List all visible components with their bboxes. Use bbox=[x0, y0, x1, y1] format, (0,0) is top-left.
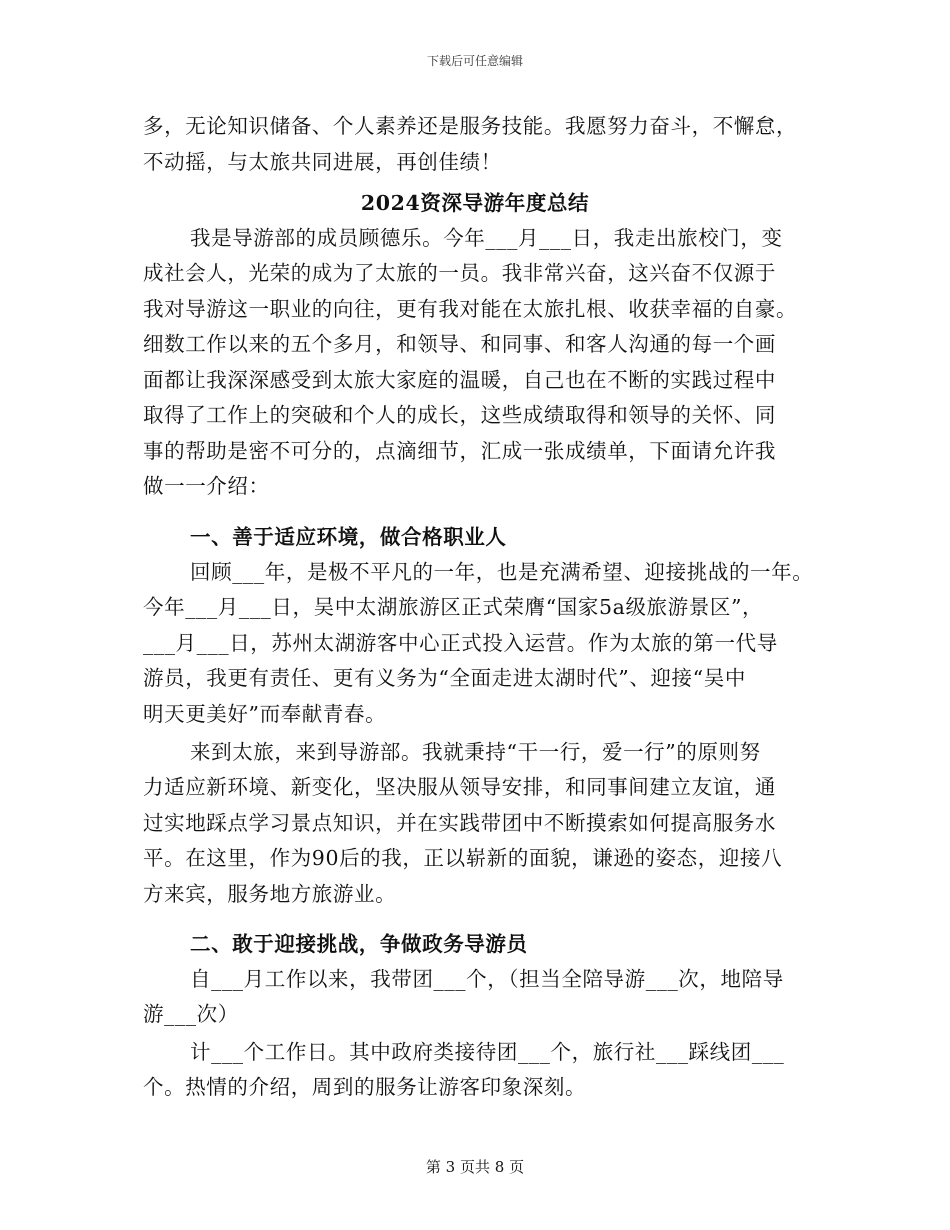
text-line: 事的帮助是密不可分的，点滴细节，汇成一张成绩单，下面请允许我 bbox=[143, 439, 776, 463]
text-line: 成社会人，光荣的成为了太旅的一员。我非常兴奋，这兴奋不仅源于 bbox=[143, 261, 776, 285]
text-line: 计___个工作日。其中政府类接待团___个，旅行社___踩线团___ bbox=[190, 1040, 785, 1064]
section-heading: 一、善于适应环境，做合格职业人 bbox=[190, 525, 507, 549]
text-line: 今年___月___日，吴中太湖旅游区正式荣膺“国家5a级旅游景区”， bbox=[143, 595, 764, 619]
text-line: 细数工作以来的五个多月，和领导、和同事、和客人沟通的每一个画 bbox=[143, 332, 776, 356]
text-line: 回顾___年，是极不平凡的一年，也是充满希望、迎接挑战的一年。 bbox=[190, 560, 814, 584]
text-line: 我对导游这一职业的向往，更有我对能在太旅扎根、收获幸福的自豪。 bbox=[143, 297, 798, 321]
text-line: ___月___日，苏州太湖游客中心正式投入运营。作为太旅的第一代导 bbox=[143, 631, 778, 655]
text-line: 游___次） bbox=[143, 1002, 239, 1026]
text-line: 不动摇，与太旅共同进展，再创佳绩！ bbox=[143, 150, 502, 174]
text-line: 力适应新环境、新变化，坚决服从领导安排，和同事间建立友谊，通 bbox=[143, 775, 776, 799]
text-line: 来到太旅，来到导游部。我就秉持“干一行，爱一行”的原则努 bbox=[190, 740, 761, 764]
text-line: 面都让我深深感受到太旅大家庭的温暖，自己也在不断的实践过程中 bbox=[143, 368, 776, 392]
text-line: 我是导游部的成员顾德乐。今年___月___日，我走出旅校门，变 bbox=[190, 226, 783, 250]
page-header: 下载后可任意编辑 bbox=[426, 54, 523, 68]
text-line: 方来宾，服务地方旅游业。 bbox=[143, 882, 397, 906]
text-line: 做一一介绍： bbox=[143, 474, 270, 498]
text-line: 平。在这里，作为90后的我，正以崭新的面貌，谦逊的姿态，迎接八 bbox=[143, 846, 783, 870]
document-title: 2024资深导游年度总结 bbox=[360, 191, 590, 215]
text-line: 明天更美好”而奉献青春。 bbox=[143, 702, 387, 726]
text-line: 过实地踩点学习景点知识，并在实践带团中不断摸索如何提高服务水 bbox=[143, 811, 776, 835]
page-footer: 第 3 页共 8 页 bbox=[425, 1158, 525, 1176]
text-line: 个。热情的介绍，周到的服务让游客印象深刻。 bbox=[143, 1075, 587, 1099]
text-line: 多，无论知识储备、个人素养还是服务技能。我愿努力奋斗，不懈怠， bbox=[143, 114, 798, 138]
text-line: 游员，我更有责任、更有义务为“全面走进太湖时代”、迎接“吴中 bbox=[143, 666, 746, 690]
section-heading: 二、敢于迎接挑战，争做政务导游员 bbox=[190, 932, 528, 956]
text-line: 自___月工作以来，我带团___个，（担当全陪导游___次，地陪导 bbox=[190, 967, 784, 991]
text-line: 取得了工作上的突破和个人的成长，这些成绩取得和领导的关怀、同 bbox=[143, 403, 776, 427]
